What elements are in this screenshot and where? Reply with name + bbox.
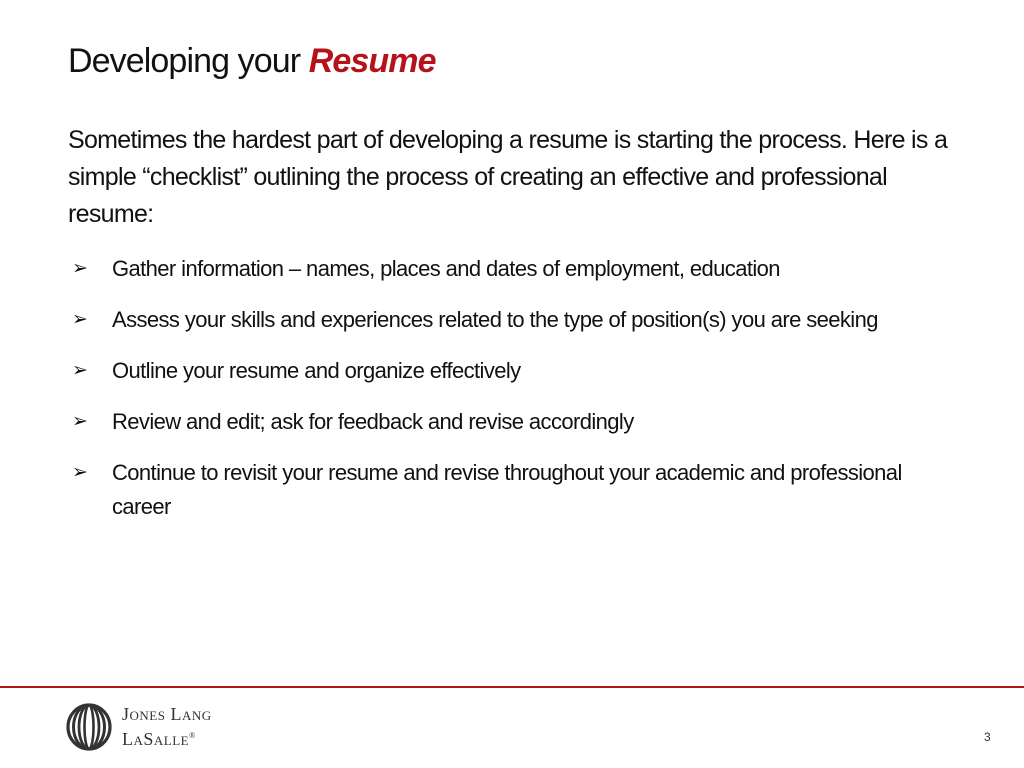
arrowhead-bullet-icon: ➢ xyxy=(72,309,88,330)
list-item-text: Assess your skills and experiences related to the type of position(s) you are seeking xyxy=(112,307,878,332)
logo-wordmark xyxy=(122,704,212,750)
arrowhead-bullet-icon: ➢ xyxy=(72,360,88,381)
checklist xyxy=(72,252,932,541)
list-item-text: Review and edit; ask for feedback and revise accordingly xyxy=(112,409,634,434)
list-item xyxy=(72,252,932,286)
company-logo xyxy=(66,703,212,751)
arrowhead-bullet-icon: ➢ xyxy=(72,258,88,279)
list-item-text: Gather information – names, places and dates of employment, education xyxy=(112,256,780,281)
page-number: 3 xyxy=(984,730,991,744)
title-prefix: Developing your xyxy=(68,42,309,80)
arrowhead-bullet-icon: ➢ xyxy=(72,411,88,432)
page-title xyxy=(68,43,436,80)
title-emphasis: Resume xyxy=(308,42,436,80)
list-item xyxy=(72,354,932,388)
list-item-text: Outline your resume and organize effectively xyxy=(112,358,521,383)
logo-line2: LaSalle xyxy=(122,729,190,749)
footer-divider xyxy=(0,686,1024,688)
arrowhead-bullet-icon: ➢ xyxy=(72,462,88,483)
intro-paragraph: Sometimes the hardest part of developing a resume is starting the process. Here is a simple “checklist” outlining the process of creating an effective and professional resume: xyxy=(68,126,948,228)
list-item xyxy=(72,405,932,439)
logo-line1: Jones Lang xyxy=(122,704,212,724)
list-item xyxy=(72,456,932,524)
list-item-text: Continue to revisit your resume and revise throughout your academic and professional career xyxy=(112,460,902,519)
list-item xyxy=(72,303,932,337)
jll-logo-icon xyxy=(66,703,112,751)
registered-mark: ® xyxy=(189,731,196,740)
